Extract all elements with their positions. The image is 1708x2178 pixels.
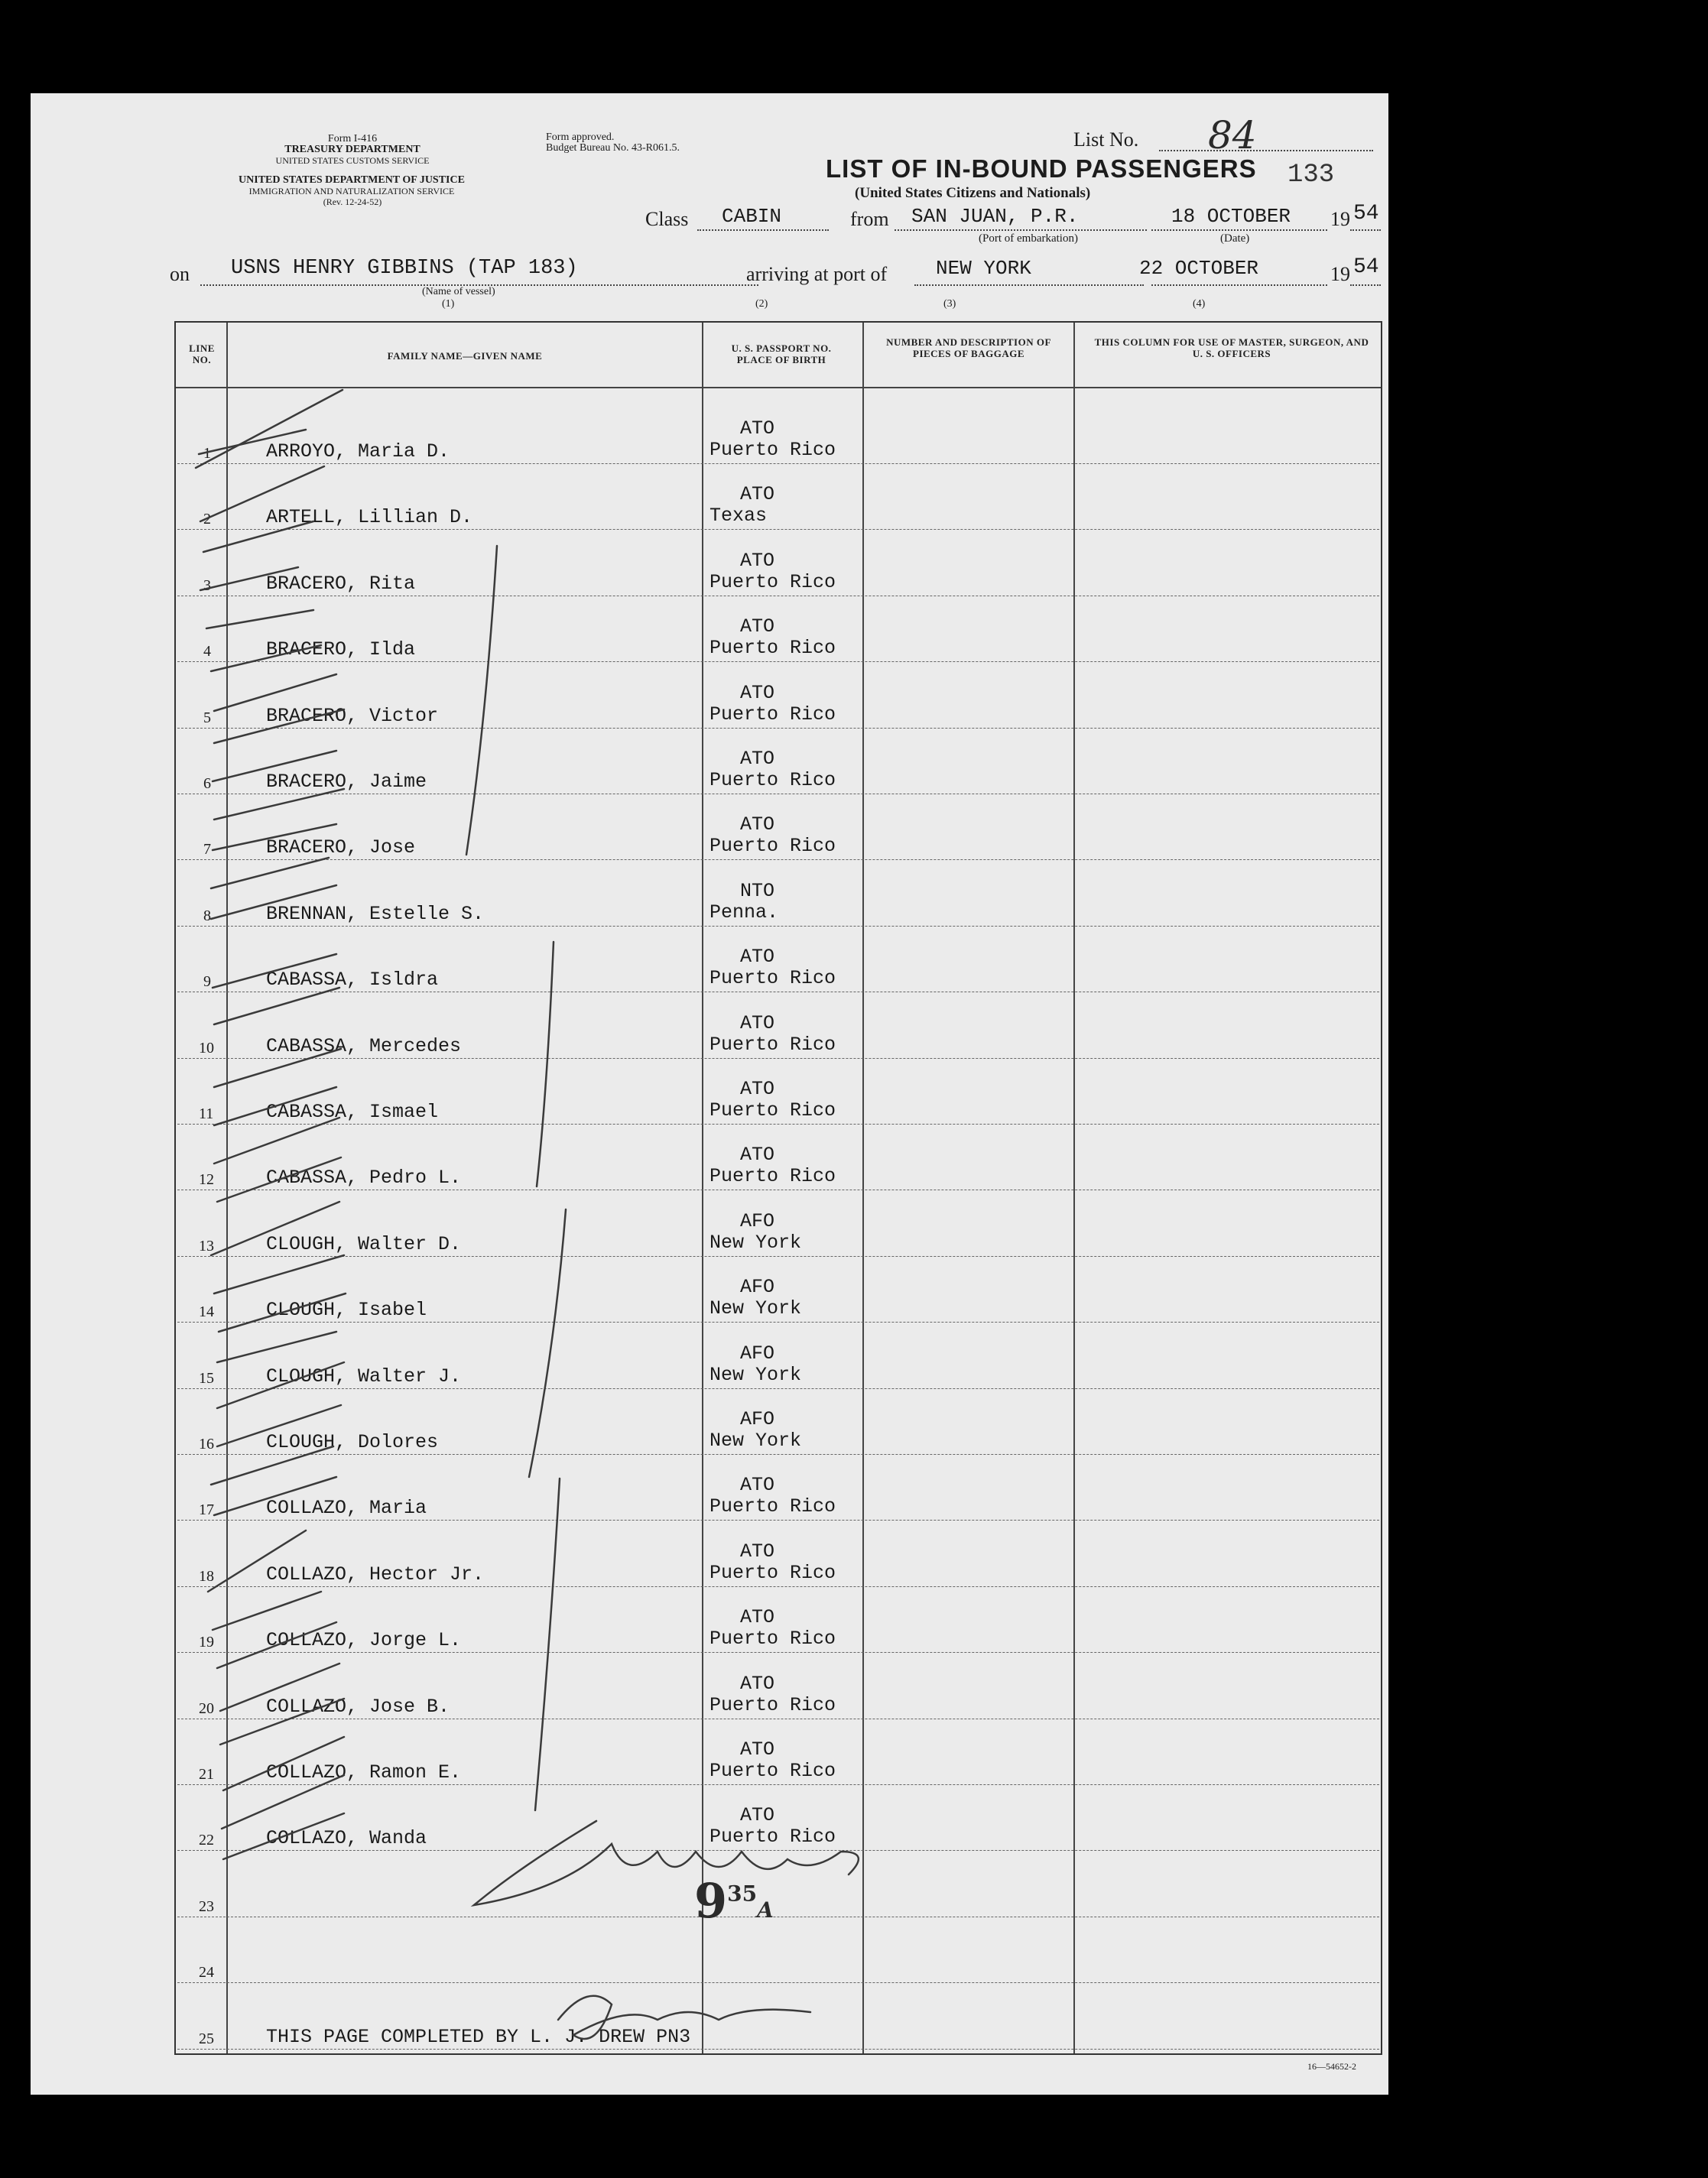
place-of-birth: New York: [710, 1363, 802, 1386]
place-of-birth: Puerto Rico: [710, 1561, 836, 1584]
place-of-birth: Puerto Rico: [710, 570, 836, 593]
line-number: 9: [203, 973, 211, 991]
line-number: 15: [199, 1369, 214, 1387]
port-of-embarkation-caption: (Port of embarkation): [979, 232, 1078, 245]
passport-number: AFO: [740, 1342, 775, 1365]
arrival-port: NEW YORK: [936, 257, 1031, 280]
place-of-birth: Puerto Rico: [710, 439, 836, 461]
line-number: 23: [199, 1897, 214, 1915]
passport-number: ATO: [740, 1606, 775, 1629]
passenger-name: BRACERO, Rita: [266, 572, 416, 595]
passenger-name: COLLAZO, Jorge L.: [266, 1629, 462, 1652]
place-of-birth: Puerto Rico: [710, 769, 836, 791]
passport-number: ATO: [740, 1804, 775, 1827]
completed-by: THIS PAGE COMPLETED BY L. J. DREW PN3: [266, 2025, 691, 2048]
passenger-name: CLOUGH, Walter D.: [266, 1232, 462, 1255]
passenger-name: BRACERO, Ilda: [266, 638, 416, 661]
line-number: 13: [199, 1237, 214, 1255]
passport-number: ATO: [740, 1011, 775, 1034]
passenger-name: ARROYO, Maria D.: [266, 440, 450, 463]
passenger-name: BRENNAN, Estelle S.: [266, 902, 485, 925]
arrival-date: 22 OCTOBER: [1139, 257, 1259, 280]
column-number-3: (3): [943, 298, 956, 310]
passport-number: NTO: [740, 879, 775, 902]
arriving-label: arriving at port of: [746, 263, 888, 285]
place-of-birth: Penna.: [710, 901, 779, 923]
sheet-number-stamp: 133: [1287, 161, 1335, 190]
line-number: 11: [199, 1105, 214, 1122]
treasury-department: TREASURY DEPARTMENT: [284, 144, 421, 155]
departure-year: 54: [1353, 202, 1379, 226]
passport-number: AFO: [740, 1276, 775, 1299]
passenger-name: CABASSA, Isldra: [266, 969, 439, 992]
line-number: 16: [199, 1436, 214, 1453]
from-label: from: [850, 208, 889, 230]
column-header-name: FAMILY NAME—GIVEN NAME: [387, 350, 543, 362]
passport-number: AFO: [740, 1408, 775, 1430]
place-of-birth: Puerto Rico: [710, 1033, 836, 1056]
passenger-name: CABASSA, Pedro L.: [266, 1167, 462, 1190]
budget-bureau-number: Budget Bureau No. 43-R061.5.: [546, 142, 680, 154]
passport-number: ATO: [740, 1738, 775, 1761]
passenger-name: BRACERO, Jose: [266, 836, 416, 859]
place-of-birth: Puerto Rico: [710, 1165, 836, 1188]
place-of-birth: Puerto Rico: [710, 637, 836, 660]
line-number: 18: [199, 1567, 214, 1585]
passenger-name: BRACERO, Jaime: [266, 771, 427, 793]
column-number-4: (4): [1193, 298, 1206, 310]
port-of-embarkation: SAN JUAN, P.R.: [911, 205, 1079, 228]
place-of-birth: New York: [710, 1297, 802, 1320]
passenger-name: ARTELL, Lillian D.: [266, 506, 473, 529]
passenger-name: CLOUGH, Dolores: [266, 1431, 439, 1453]
place-of-birth: Puerto Rico: [710, 1693, 836, 1716]
passport-number: ATO: [740, 1078, 775, 1100]
pencil-note-main: 9: [694, 1873, 728, 1929]
line-number: 1: [203, 445, 211, 462]
arrival-year: 54: [1353, 255, 1379, 279]
column-header-line-no: LINE NO.: [189, 342, 215, 365]
page-subtitle: (United States Citizens and Nationals): [855, 185, 1091, 201]
line-number: 7: [203, 841, 211, 859]
column-number-1: (1): [442, 298, 455, 310]
line-number: 3: [203, 576, 211, 594]
department-of-justice: UNITED STATES DEPARTMENT OF JUSTICE: [239, 174, 465, 186]
line-number: 22: [199, 1832, 214, 1849]
page-title: LIST OF IN-BOUND PASSENGERS: [826, 154, 1257, 183]
on-label: on: [170, 263, 190, 285]
line-number: 2: [203, 511, 211, 528]
place-of-birth: Puerto Rico: [710, 1760, 836, 1782]
passport-number: ATO: [740, 1540, 775, 1563]
passenger-name: BRACERO, Victor: [266, 704, 439, 727]
place-of-birth: Texas: [710, 505, 768, 527]
passenger-name: CLOUGH, Walter J.: [266, 1365, 462, 1388]
passport-number: ATO: [740, 549, 775, 572]
column-header-baggage: NUMBER AND DESCRIPTION OF PIECES OF BAGGAGE: [886, 336, 1051, 359]
place-of-birth: New York: [710, 1231, 802, 1254]
line-number: 19: [199, 1634, 214, 1651]
customs-service: UNITED STATES CUSTOMS SERVICE: [275, 155, 430, 166]
line-number: 4: [203, 643, 211, 661]
arrival-year-prefix: 19: [1330, 263, 1350, 285]
passport-number: ATO: [740, 681, 775, 704]
place-of-birth: Puerto Rico: [710, 967, 836, 990]
vessel-name: USNS HENRY GIBBINS (TAP 183): [231, 257, 578, 280]
column-header-passport: U. S. PASSPORT NO. PLACE OF BIRTH: [731, 342, 832, 365]
passenger-name: CABASSA, Ismael: [266, 1101, 439, 1123]
passenger-name: CLOUGH, Isabel: [266, 1299, 427, 1322]
passenger-name: CABASSA, Mercedes: [266, 1034, 462, 1057]
passport-number: ATO: [740, 417, 775, 440]
class-value: CABIN: [722, 205, 782, 228]
line-number: 12: [199, 1171, 214, 1189]
line-number: 6: [203, 775, 211, 792]
passport-number: ATO: [740, 483, 775, 506]
pencil-note-sup: 35: [727, 1881, 758, 1907]
place-of-birth: Puerto Rico: [710, 1628, 836, 1651]
list-number-handwritten: 84: [1208, 113, 1257, 157]
passport-number: ATO: [740, 946, 775, 969]
line-number: 25: [199, 2030, 214, 2047]
passenger-name: COLLAZO, Ramon E.: [266, 1761, 462, 1784]
date-caption: (Date): [1220, 232, 1250, 245]
footer-code: 16—54652-2: [1307, 2061, 1356, 2072]
passenger-name: COLLAZO, Hector Jr.: [266, 1563, 485, 1586]
revision-date: (Rev. 12-24-52): [323, 196, 382, 207]
passport-number: ATO: [740, 1144, 775, 1167]
line-number: 17: [199, 1501, 214, 1519]
passenger-name: COLLAZO, Maria: [266, 1497, 427, 1520]
passenger-name: COLLAZO, Wanda: [266, 1827, 427, 1850]
line-number: 14: [199, 1303, 214, 1321]
passport-number: ATO: [740, 1672, 775, 1695]
line-number: 24: [199, 1964, 214, 1982]
passport-number: ATO: [740, 615, 775, 638]
place-of-birth: Puerto Rico: [710, 1099, 836, 1121]
line-number: 21: [199, 1766, 214, 1783]
place-of-birth: New York: [710, 1430, 802, 1452]
list-number-label: List No.: [1073, 128, 1139, 151]
class-label: Class: [645, 208, 689, 230]
line-number: 8: [203, 907, 211, 924]
vessel-caption: (Name of vessel): [422, 286, 495, 297]
passport-number: AFO: [740, 1209, 775, 1232]
ins-name: IMMIGRATION AND NATURALIZATION SERVICE: [248, 186, 455, 196]
column-header-officers: THIS COLUMN FOR USE OF MASTER, SURGEON, AND U. S. OFFICERS: [1094, 336, 1369, 359]
line-number: 20: [199, 1699, 214, 1717]
pencil-marks: [31, 93, 1388, 2095]
form-number: Form I-416: [327, 133, 378, 144]
departure-date: 18 OCTOBER: [1171, 205, 1291, 228]
departure-year-prefix: 19: [1330, 208, 1350, 230]
column-number-2: (2): [755, 298, 768, 310]
passport-number: ATO: [740, 1474, 775, 1497]
form-approved: Form approved.: [546, 131, 615, 143]
place-of-birth: Puerto Rico: [710, 703, 836, 725]
passport-number: ATO: [740, 748, 775, 770]
passenger-name: COLLAZO, Jose B.: [266, 1695, 450, 1718]
line-number: 10: [199, 1039, 214, 1057]
pencil-note-sub: A: [757, 1897, 774, 1923]
passport-number: ATO: [740, 813, 775, 836]
place-of-birth: Puerto Rico: [710, 1826, 836, 1849]
line-number: 5: [203, 709, 211, 726]
place-of-birth: Puerto Rico: [710, 835, 836, 858]
place-of-birth: Puerto Rico: [710, 1495, 836, 1518]
form-page: [31, 93, 1388, 2095]
